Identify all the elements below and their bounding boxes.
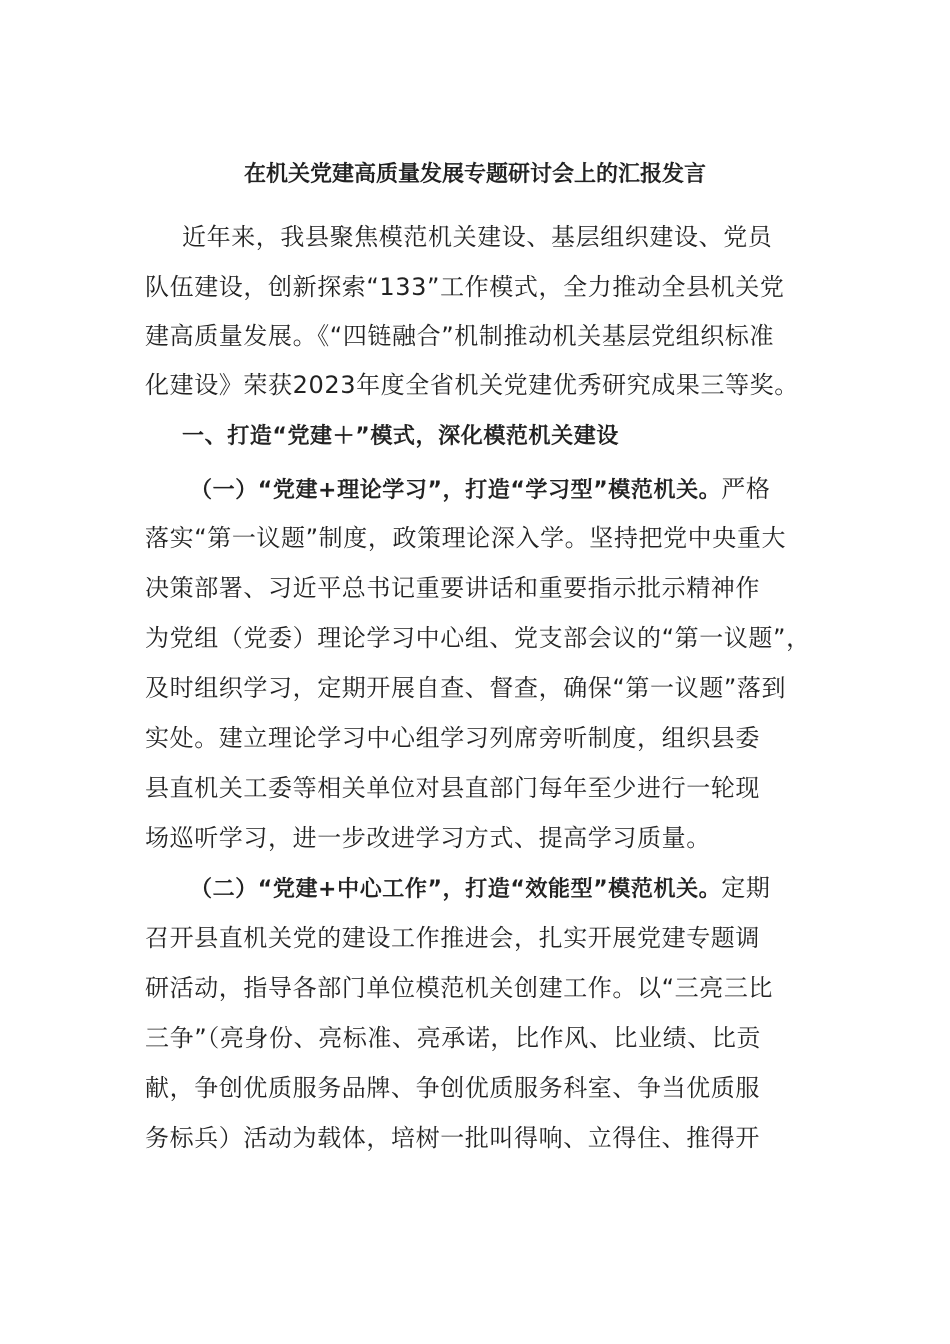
sub1-line-4: 为党组（党委）理论学习中心组、党支部会议的“第一议题”， [145,624,811,652]
sub1-line-8: 场巡听学习，进一步改进学习方式、提高学习质量。 [145,824,711,852]
sub1-line-6: 实处。建立理论学习中心组学习列席旁听制度，组织县委 [145,724,760,752]
intro-line-2: 队伍建设，创新探索“133”工作模式，全力推动全县机关党 [145,273,785,301]
sub2-line-4: 三争”（亮身份、亮标准、亮承诺，比作风、比业绩、比贡 [145,1024,762,1052]
sub2-line-6: 务标兵）活动为载体，培树一批叫得响、立得住、推得开 [145,1124,760,1152]
sub1-heading: （一）“党建+理论学习”，打造“学习型”模范机关。 [190,478,722,503]
sub2-first-line-rest: 定期 [721,874,771,902]
intro-line-1: 近年来，我县聚焦模范机关建设、基层组织建设、党员 [182,223,773,251]
sub1-line-2: 落实“第一议题”制度，政策理论深入学。坚持把党中央重大 [145,524,787,552]
sub1-first-line [190,471,770,509]
sub1-first-line-rest: 严格 [721,475,771,503]
intro-line-4: 化建设》荣获2023年度全省机关党建优秀研究成果三等奖。 [145,371,799,399]
section1-heading: 一、打造“党建＋”模式，深化模范机关建设 [182,424,619,449]
sub2-heading: （二）“党建+中心工作”，打造“效能型”模范机关。 [190,877,722,902]
sub1-line-7: 县直机关工委等相关单位对县直部门每年至少进行一轮现 [145,774,760,802]
sub2-line-5: 献，争创优质服务品牌、争创优质服务科室、争当优质服 [145,1074,760,1102]
intro-line-3: 建高质量发展。《“四链融合”机制推动机关基层党组织标准 [145,322,775,350]
sub2-line-2: 召开县直机关党的建设工作推进会，扎实开展党建专题调 [145,924,760,952]
document-title: 在机关党建高质量发展专题研讨会上的汇报发言 [243,162,706,187]
sub2-first-line [190,870,770,908]
sub1-line-5: 及时组织学习，定期开展自查、督查，确保“第一议题”落到 [145,674,787,702]
sub2-line-3: 研活动，指导各部门单位模范机关创建工作。以“三亮三比 [145,974,774,1002]
sub1-line-3: 决策部署、习近平总书记重要讲话和重要指示批示精神作 [145,574,760,602]
